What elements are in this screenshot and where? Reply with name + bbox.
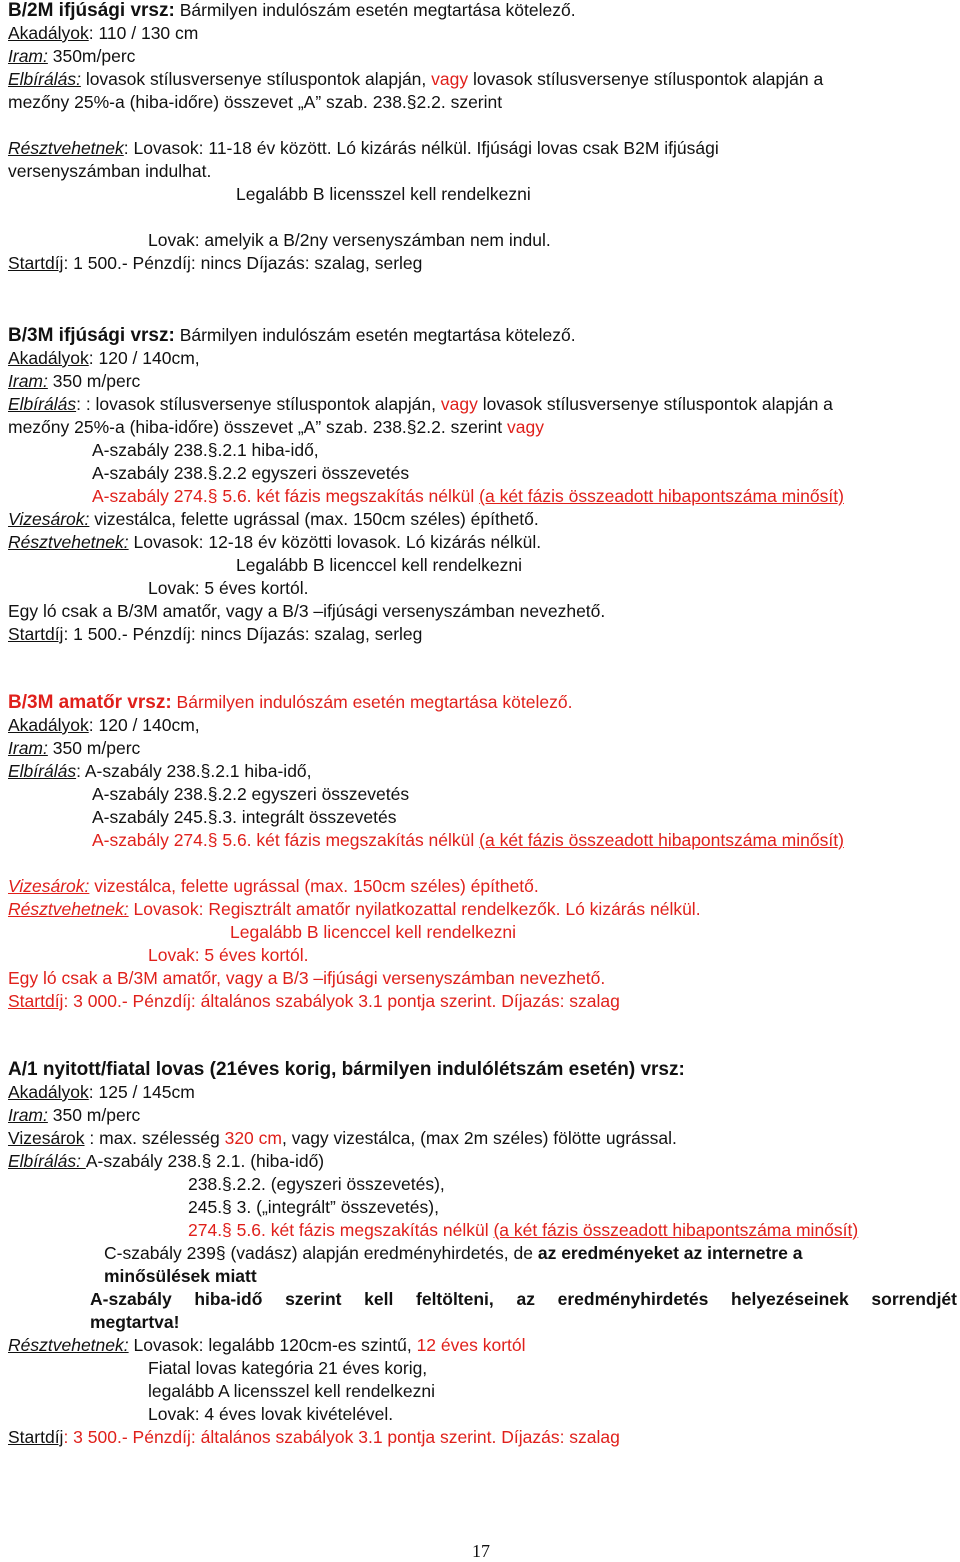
b3m-amator-viz-label: Vizesárok: xyxy=(8,876,90,896)
a1-viz-2: , vagy vizestálca, (max 2m széles) fölötte ugrással. xyxy=(281,1128,677,1148)
b2m-akadalyok xyxy=(8,23,198,44)
a1-licensz: legalább A licensszel kell rendelkezni xyxy=(148,1381,435,1401)
a1-vizesarok xyxy=(8,1128,677,1149)
b3m-amator-viz-value: vizestálca, felette ugrással (max. 150cm széles) építhető. xyxy=(89,876,539,896)
b2m-licensz: Legalább B licensszel kell rendelkezni xyxy=(236,184,531,204)
b2m-startdij xyxy=(8,253,422,274)
b3m-amator-rule4 xyxy=(92,830,844,851)
b3m-amator-akadalyok-value: : 120 / 140cm, xyxy=(88,715,200,735)
b3m-rule1: A-szabály 238.§.2.1 hiba-idő, xyxy=(92,440,319,460)
a1-iram xyxy=(8,1105,140,1126)
b3m-elb-line2-vagy: vagy xyxy=(506,417,544,437)
b3m-amator-elb-value: : A-szabály 238.§.2.1 hiba-idő, xyxy=(76,761,312,781)
b2m-resz-line2: versenyszámban indulhat. xyxy=(8,161,212,181)
b3m-licensz: Legalább B licenccel kell rendelkezni xyxy=(236,555,523,575)
b3m-startdij-rest: Pénzdíj: nincs Díjazás: szalag, serleg xyxy=(127,624,423,644)
a1-resz-value: Lovasok: legalább 120cm-es szintű, xyxy=(128,1335,417,1355)
a1-viz-1: : max. szélesség xyxy=(84,1128,225,1148)
b3m-heading xyxy=(8,325,576,346)
b3m-rule3b: (a két fázis összeadott hibapontszáma minősít) xyxy=(479,486,844,506)
b2m-heading xyxy=(8,0,576,21)
b2m-elb-1: lovasok stílusversenye stíluspontok alapján, xyxy=(80,69,432,89)
b3m-amator-vizesarok xyxy=(8,876,539,897)
b3m-title: B/3M ifjúsági vrsz: xyxy=(8,325,175,346)
b3m-iram-value: 350 m/perc xyxy=(47,371,141,391)
a1-resz-label: Résztvehetnek: xyxy=(8,1335,129,1355)
b3m-amator-akadalyok xyxy=(8,715,200,736)
b3m-viz-value: vizestálca, felette ugrással (max. 150cm széles) építhető. xyxy=(89,509,539,529)
b2m-akadalyok-label: Akadályok xyxy=(8,23,89,43)
b2m-startdij-value: : 1 500.- xyxy=(63,253,128,273)
b3m-amator-resztvehetnek xyxy=(8,899,701,920)
b3m-elb-2: lovasok stílusversenye stíluspontok alapján a xyxy=(477,394,833,414)
b3m-amator-startdij-value: : 3 000.- xyxy=(63,991,128,1011)
b3m-amator-akadalyok-label: Akadályok xyxy=(8,715,89,735)
a1-startdij xyxy=(8,1427,620,1448)
b3m-amator-egy-lo: Egy ló csak a B/3M amatőr, vagy a B/3 –ifjúsági versenyszámban nevezhető. xyxy=(8,968,606,988)
b3m-elb-line2-text: mezőny 25%-a (hiba-időre) összevet „A” szab. 238.§2.2. szerint xyxy=(8,417,507,437)
b3m-akadalyok-value: : 120 / 140cm, xyxy=(88,348,200,368)
a1-elb-label: Elbírálás: xyxy=(8,1151,86,1171)
a1-elb-value: A-szabály 238.§ 2.1. (hiba-idő) xyxy=(85,1151,325,1171)
a1-akadalyok xyxy=(8,1082,195,1103)
b3m-amator-iram-label: Iram: xyxy=(8,738,48,758)
b3m-amator-licensz: Legalább B licenccel kell rendelkezni xyxy=(230,922,517,942)
b3m-viz-label: Vizesárok: xyxy=(8,509,90,529)
a1-c-rule-line2: minősülések miatt xyxy=(104,1266,257,1286)
a1-heading xyxy=(8,1059,685,1080)
b3m-iram-label: Iram: xyxy=(8,371,48,391)
a1-rule3: 245.§ 3. („integrált” összevetés), xyxy=(188,1197,439,1217)
a1-rule4a: 274.§ 5.6. két fázis megszakítás nélkül xyxy=(188,1220,494,1240)
b2m-resz-value: : Lovasok: 11-18 év között. Ló kizárás nélkül. Ifjúsági lovas csak B2M ifjúsági xyxy=(123,138,719,158)
a1-fiatal: Fiatal lovas kategória 21 éves korig, xyxy=(148,1358,428,1378)
b3m-elb-line2 xyxy=(8,417,544,438)
b3m-elb-label: Elbírálás xyxy=(8,394,77,414)
b3m-rule3 xyxy=(92,486,844,507)
a1-rule4b: (a két fázis összeadott hibapontszáma minősít) xyxy=(493,1220,859,1240)
a1-resztvehetnek xyxy=(8,1335,526,1356)
b3m-amator-rule4b: (a két fázis összeadott hibapontszáma minősít) xyxy=(479,830,844,850)
b3m-resz-label: Résztvehetnek: xyxy=(8,532,129,552)
b3m-amator-rule2: A-szabály 238.§.2.2 egyszeri összevetés xyxy=(92,784,410,804)
b3m-amator-heading xyxy=(8,692,572,713)
b3m-egy-lo: Egy ló csak a B/3M amatőr, vagy a B/3 –ifjúsági versenyszámban nevezhető. xyxy=(8,601,606,621)
b2m-elb-label: Elbírálás: xyxy=(8,69,81,89)
a1-lovak: Lovak: 4 éves lovak kivételével. xyxy=(148,1404,394,1424)
b3m-startdij xyxy=(8,624,422,645)
a1-c-rule-text: C-szabály 239§ (vadász) alapján eredményhirdetés, de xyxy=(104,1243,538,1263)
b3m-amator-startdij-label: Startdíj xyxy=(8,991,64,1011)
b3m-rule3a: A-szabály 274.§ 5.6. két fázis megszakítás nélkül xyxy=(92,486,480,506)
b2m-iram-value: 350m/perc xyxy=(47,46,136,66)
b3m-startdij-value: : 1 500.- xyxy=(63,624,128,644)
b2m-akadalyok-value: : 110 / 130 cm xyxy=(88,23,199,43)
b3m-amator-iram xyxy=(8,738,140,759)
b2m-elb-vagy: vagy xyxy=(431,69,469,89)
b3m-vizesarok xyxy=(8,509,539,530)
b3m-amator-resz-value: Lovasok: Regisztrált amatőr nyilatkozattal rendelkezők. Ló kizárás nélkül. xyxy=(128,899,701,919)
b2m-elb-2: lovasok stílusversenye stíluspontok alapján a xyxy=(468,69,824,89)
b2m-title: B/2M ifjúsági vrsz: xyxy=(8,0,175,21)
b2m-elb-line2: mezőny 25%-a (hiba-időre) összevet „A” szab. 238.§2.2. szerint xyxy=(8,92,503,112)
b3m-elb-1: : : lovasok stílusversenye stíluspontok alapján, xyxy=(76,394,441,414)
a1-c-rule-bold: az eredményeket az internetre a xyxy=(537,1243,803,1263)
a1-viz-label: Vizesárok xyxy=(8,1128,85,1148)
a1-elbiralas xyxy=(8,1151,324,1172)
a1-a-rule-line2: megtartva! xyxy=(90,1312,180,1332)
b2m-resztvehetnek xyxy=(8,138,719,159)
b2m-startdij-rest: Pénzdíj: nincs Díjazás: szalag, serleg xyxy=(127,253,423,273)
b2m-resz-label: Résztvehetnek xyxy=(8,138,124,158)
a1-a-rule-line1: A-szabály hiba-idő szerint kell feltölteni, az eredményhirdetés helyezéseinek sorrendjét xyxy=(90,1289,957,1309)
b3m-amator-resz-label: Résztvehetnek: xyxy=(8,899,129,919)
b3m-amator-startdij xyxy=(8,991,620,1012)
a1-title: A/1 nyitott/fiatal lovas (21éves korig, bármilyen indulólétszám esetén) vrsz: xyxy=(8,1059,685,1080)
b3m-elbiralas xyxy=(8,394,833,415)
a1-startdij-value: : 3 500.- xyxy=(63,1427,128,1447)
b3m-amator-elb-label: Elbírálás xyxy=(8,761,77,781)
a1-iram-value: 350 m/perc xyxy=(47,1105,141,1125)
a1-akadalyok-value: : 125 / 145cm xyxy=(88,1082,195,1102)
a1-resz-red: 12 éves kortól xyxy=(416,1335,526,1355)
b3m-akadalyok xyxy=(8,348,200,369)
b3m-amator-startdij-rest: Pénzdíj: általános szabályok 3.1 pontja szerint. Díjazás: szalag xyxy=(127,991,620,1011)
a1-startdij-label: Startdíj xyxy=(8,1427,64,1447)
a1-rule4 xyxy=(188,1220,858,1241)
b3m-iram xyxy=(8,371,140,392)
b3m-resz-value: Lovasok: 12-18 év közötti lovasok. Ló kizárás nélkül. xyxy=(128,532,542,552)
b3m-resztvehetnek xyxy=(8,532,541,553)
b3m-amator-title: B/3M amatőr vrsz: xyxy=(8,692,172,713)
b3m-rule2: A-szabály 238.§.2.2 egyszeri összevetés xyxy=(92,463,410,483)
b2m-startdij-label: Startdíj xyxy=(8,253,64,273)
a1-rule2: 238.§.2.2. (egyszeri összevetés), xyxy=(188,1174,445,1194)
b2m-iram xyxy=(8,46,135,67)
b3m-amator-elbiralas xyxy=(8,761,312,782)
b3m-elb-vagy: vagy xyxy=(440,394,478,414)
b2m-title-rest: Bármilyen indulószám esetén megtartása kötelező. xyxy=(174,0,576,20)
a1-viz-red: 320 cm xyxy=(224,1128,282,1148)
b3m-amator-lovak: Lovak: 5 éves kortól. xyxy=(148,945,309,965)
b3m-amator-iram-value: 350 m/perc xyxy=(47,738,141,758)
b3m-amator-title-rest: Bármilyen indulószám esetén megtartása kötelező. xyxy=(171,692,573,712)
b2m-iram-label: Iram: xyxy=(8,46,48,66)
b2m-elbiralas xyxy=(8,69,823,90)
a1-iram-label: Iram: xyxy=(8,1105,48,1125)
a1-akadalyok-label: Akadályok xyxy=(8,1082,89,1102)
b3m-amator-rule4a: A-szabály 274.§ 5.6. két fázis megszakítás nélkül xyxy=(92,830,480,850)
page-number: 17 xyxy=(472,1541,490,1561)
a1-c-rule xyxy=(104,1243,802,1264)
b3m-startdij-label: Startdíj xyxy=(8,624,64,644)
b3m-title-rest: Bármilyen indulószám esetén megtartása kötelező. xyxy=(174,325,576,345)
b3m-akadalyok-label: Akadályok xyxy=(8,348,89,368)
b2m-lovak: Lovak: amelyik a B/2ny versenyszámban nem indul. xyxy=(148,230,551,250)
b3m-amator-rule3: A-szabály 245.§.3. integrált összevetés xyxy=(92,807,397,827)
a1-startdij-rest: Pénzdíj: általános szabályok 3.1 pontja szerint. Díjazás: szalag xyxy=(127,1427,620,1447)
b3m-lovak: Lovak: 5 éves kortól. xyxy=(148,578,309,598)
